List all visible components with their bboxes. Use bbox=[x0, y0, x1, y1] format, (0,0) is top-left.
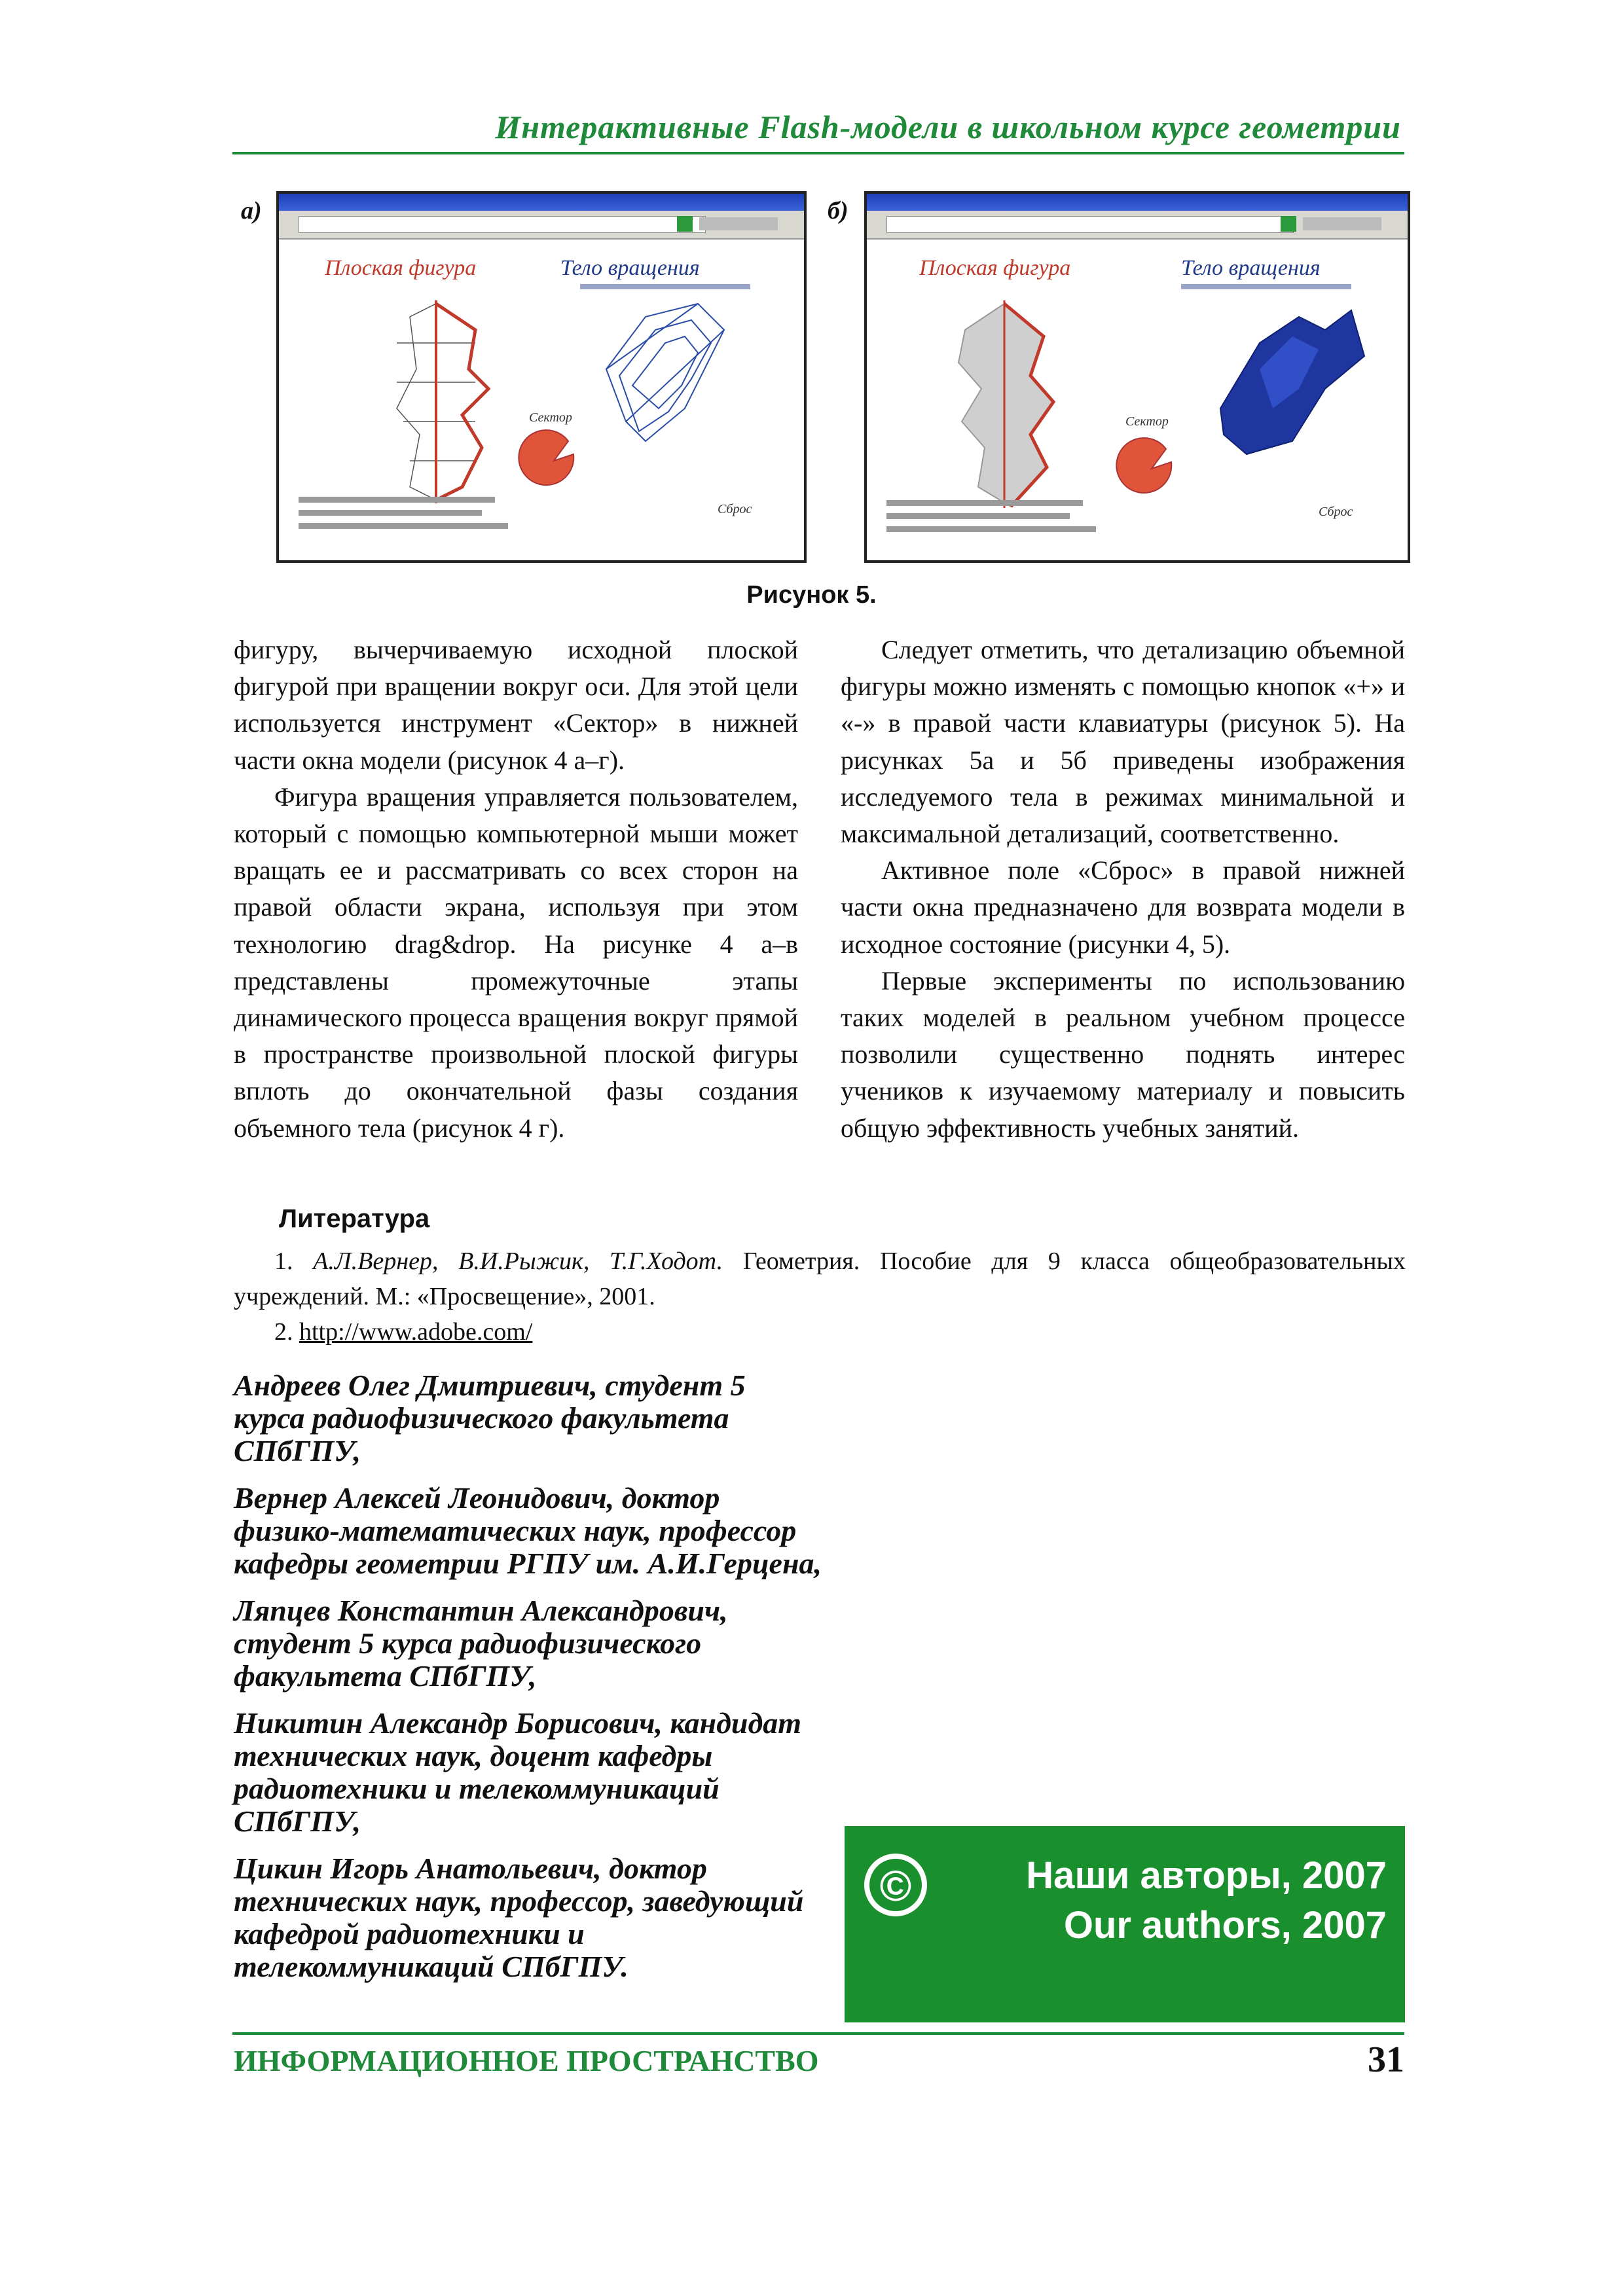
author-list bbox=[234, 1369, 823, 1998]
page-number: 31 bbox=[1368, 2039, 1404, 2080]
copyright-box bbox=[845, 1826, 1405, 2022]
screenshot-panel-a bbox=[276, 191, 807, 563]
right-paragraph-1: Следует отметить, что детализацию объемной фигуры можно изменять с помощью кнопок «+» и «-» в правой части клавиатуры (рисунок 5). На рисунках 5а и 5б приведены изображения исследуемого тела в режимах минимальной и максимальной детализаций, соответственно. bbox=[841, 635, 1405, 849]
copyright-en: Our authors, 2007 bbox=[1063, 1904, 1387, 1946]
sector-label: Сектор bbox=[1125, 414, 1169, 429]
running-title: Интерактивные Flash-модели в школьном курсе геометрии bbox=[495, 109, 1401, 145]
wireframe-solid bbox=[606, 304, 724, 441]
author-2: Вернер Алексей Леонидович, доктор физико-математических наук, профессор кафедры геометрии РГПУ им. А.И.Герцена, bbox=[234, 1481, 822, 1580]
reference-1-authors: А.Л.Вернер, В.И.Рыжик, Т.Г.Ходот. bbox=[313, 1247, 723, 1275]
copyright-icon: © bbox=[864, 1854, 927, 1916]
screenshot-panel-b bbox=[864, 191, 1410, 563]
address-field bbox=[886, 216, 1294, 233]
solid-heading: Тело вращения bbox=[1181, 256, 1321, 280]
left-paragraph-2: Фигура вращения управляется пользователем, который с помощью компьютерной мыши может вращать ее и рассматривать со всех сторон на правой области экрана, используя при этом технологию drag&drop. На рисунке 4 а–в представлены промежуточные этапы динамического процесса вращения вокруг прямой в пространстве произвольной плоской фигуры вплоть до окончательной фазы создания объемного тела (рисунок 4 г). bbox=[234, 781, 798, 1143]
left-column bbox=[234, 632, 798, 1147]
adobe-link[interactable]: http://www.adobe.com/ bbox=[299, 1318, 533, 1346]
go-button bbox=[677, 216, 693, 232]
author-1: Андреев Олег Дмитриевич, студент 5 курса радиофизического факультета СПбГПУ, bbox=[234, 1369, 746, 1467]
model-canvas-a bbox=[279, 238, 804, 560]
instructions-line-1 bbox=[299, 497, 495, 503]
links-button bbox=[699, 217, 778, 230]
profile-line bbox=[436, 304, 488, 500]
author-5: Цикин Игорь Анатольевич, доктор технических наук, профессор, заведующий кафедрой радиотехники и телекоммуникаций СПбГПУ. bbox=[234, 1852, 804, 1983]
address-bar bbox=[867, 211, 1408, 240]
figure-caption: Рисунок 5. bbox=[746, 581, 877, 609]
left-paragraph-1: фигуру, вычерчиваемую исходной плоской фигурой при вращении вокруг оси. Для этой цели используется инструмент «Сектор» в нижней части окна модели (рисунок 4 а–г). bbox=[234, 635, 798, 775]
instructions-line-1 bbox=[886, 500, 1083, 506]
instructions-line-2 bbox=[886, 513, 1070, 519]
subtitle-blur bbox=[580, 284, 750, 289]
right-column bbox=[841, 632, 1405, 1147]
author-4: Никитин Александр Борисович, кандидат технических наук, доцент кафедры радиотехники и телекоммуникаций СПбГПУ, bbox=[234, 1706, 802, 1838]
reference-2-number: 2. bbox=[274, 1318, 299, 1346]
right-paragraph-3: Первые эксперименты по использованию таких моделей в реальном учебном процессе позволили существенно поднять интерес учеников к изучаемому материалу и повысить общую эффективность учебных занятий. bbox=[841, 965, 1405, 1143]
flat-figure-heading: Плоская фигура bbox=[919, 256, 1071, 280]
reference-1 bbox=[234, 1244, 1406, 1314]
sector-label: Сектор bbox=[529, 410, 572, 425]
header-rule bbox=[232, 152, 1404, 154]
reset-button[interactable]: Сброс bbox=[1319, 505, 1353, 519]
reference-1-text: Геометрия. Пособие для 9 класса общеобразовательных учреждений. М.: «Просвещение», 2001. bbox=[234, 1247, 1406, 1310]
instructions-line-2 bbox=[299, 510, 482, 516]
solid-heading: Тело вращения bbox=[560, 256, 700, 280]
panel-a-label: а) bbox=[241, 197, 262, 224]
reference-2 bbox=[234, 1314, 1406, 1350]
instructions-line-3 bbox=[886, 526, 1096, 532]
model-canvas-b bbox=[867, 238, 1408, 560]
subtitle-blur bbox=[1181, 284, 1351, 289]
address-bar bbox=[279, 211, 804, 240]
instructions-line-3 bbox=[299, 523, 508, 529]
panel-b-label: б) bbox=[828, 197, 848, 224]
literature-heading: Литература bbox=[279, 1204, 430, 1233]
author-3: Ляпцев Константин Александрович, студент 5 курса радиофизического факультета СПбГПУ, bbox=[234, 1594, 728, 1693]
right-paragraph-2: Активное поле «Сброс» в правой нижней части окна предназначено для возврата модели в исходное состояние (рисунки 4, 5). bbox=[841, 855, 1405, 959]
address-field bbox=[299, 216, 706, 233]
copyright-ru: Наши авторы, 2007 bbox=[1026, 1854, 1387, 1897]
window-titlebar bbox=[279, 194, 804, 211]
reference-1-number: 1. bbox=[274, 1247, 314, 1275]
go-button bbox=[1281, 216, 1296, 232]
reference-list bbox=[234, 1244, 1406, 1350]
footer-rule bbox=[232, 2032, 1404, 2035]
reset-button[interactable]: Сброс bbox=[718, 502, 752, 516]
flat-figure-heading: Плоская фигура bbox=[325, 256, 477, 280]
journal-title: ИНФОРМАЦИОННОЕ ПРОСТРАНСТВО bbox=[234, 2044, 819, 2077]
links-button bbox=[1303, 217, 1381, 230]
sector-icon[interactable] bbox=[519, 430, 574, 485]
window-titlebar bbox=[867, 194, 1408, 211]
sector-icon[interactable] bbox=[1116, 438, 1171, 493]
